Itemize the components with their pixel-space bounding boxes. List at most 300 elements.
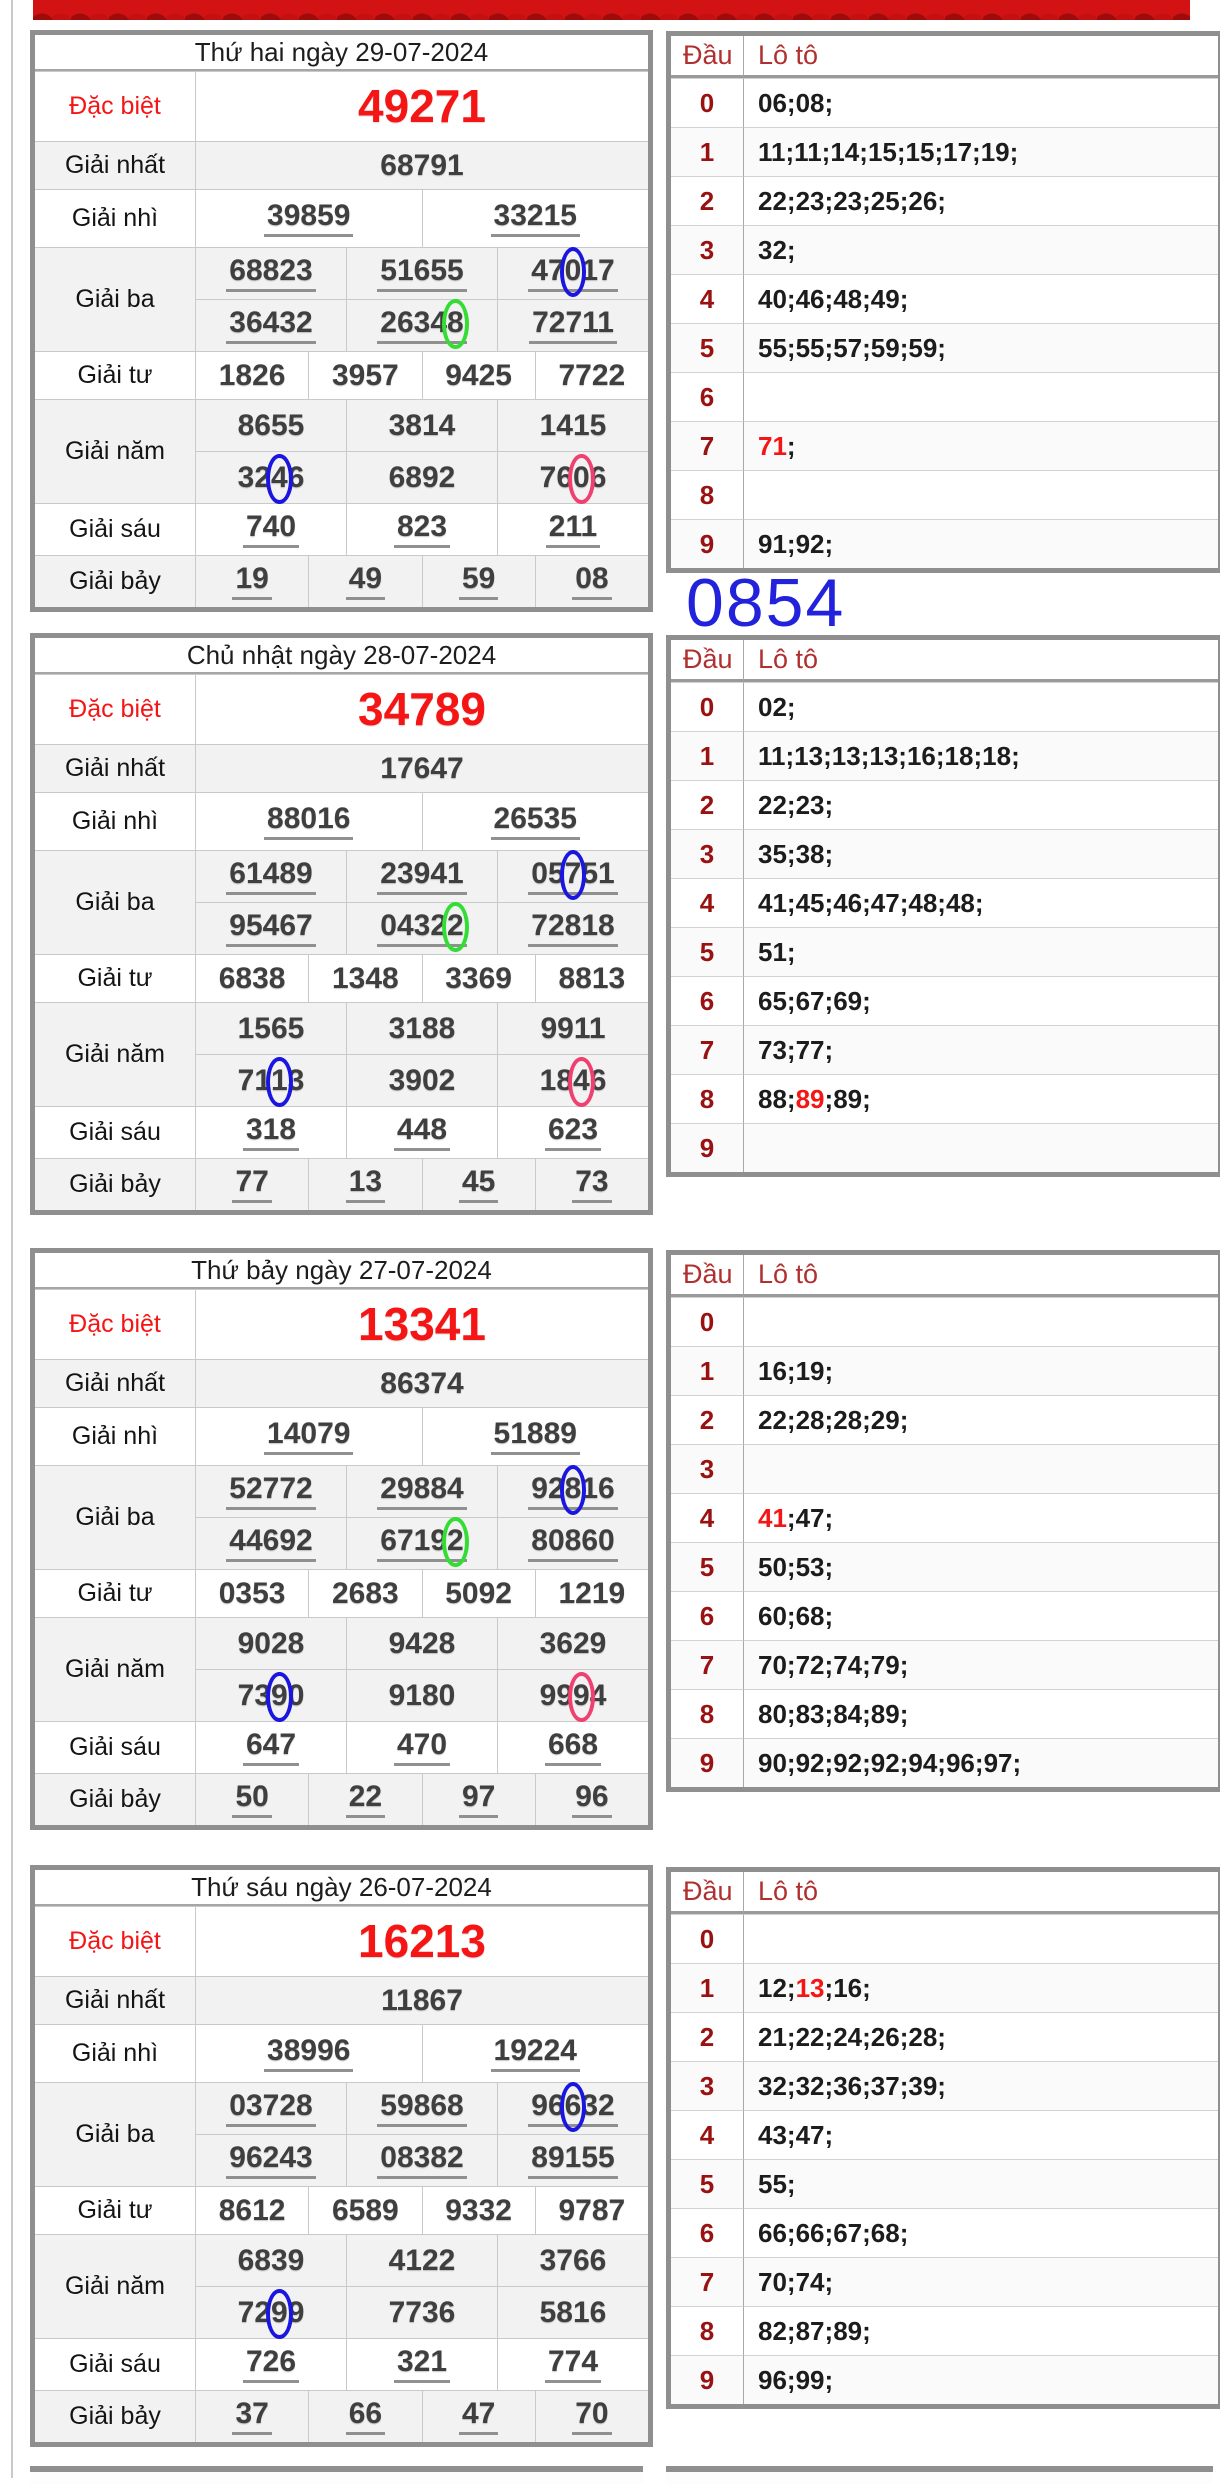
dau-header-cell: Đầu xyxy=(671,36,743,78)
prize-row-giai_nam-cell xyxy=(497,399,648,451)
prize-row-giai_sau-cell xyxy=(346,503,497,555)
date-header: Thứ hai ngày 29-07-2024 xyxy=(35,35,648,71)
dau-cell: 1 xyxy=(671,1346,743,1395)
prize-number: 96 xyxy=(572,1781,611,1819)
prize-number: 6839 xyxy=(237,2243,305,2277)
loto-value: 18 xyxy=(944,740,974,771)
prize-row-giai_ba-cell xyxy=(195,2134,346,2186)
prize-number: 97 xyxy=(459,1781,498,1819)
loto-value: 70 xyxy=(758,2266,787,2297)
loto-value: 92 xyxy=(870,1747,900,1778)
prize-number: 7736 xyxy=(388,2295,456,2329)
loto-cell xyxy=(743,1297,1218,1346)
digit: 7 xyxy=(547,253,565,287)
digit: 7 xyxy=(396,1523,414,1557)
prize-label-giai_tu: Giải tư xyxy=(35,2186,195,2234)
digit: 3 xyxy=(254,1678,271,1712)
prize-number: 470 xyxy=(394,1729,450,1767)
dau-cell: 3 xyxy=(671,2061,743,2110)
prize-label-giai_tu: Giải tư xyxy=(35,1569,195,1617)
loto-value: 26 xyxy=(908,185,938,216)
dau-cell: 8 xyxy=(671,470,743,519)
prize-number: 3957 xyxy=(332,358,399,392)
prize-label-giai_nhat: Giải nhất xyxy=(35,141,195,189)
loto-value: 96 xyxy=(945,1747,975,1778)
digit: 9 xyxy=(556,1678,573,1712)
digit: 4 xyxy=(396,908,414,942)
loto-cell: 12 ; 13 ; 16 ; xyxy=(743,1963,1218,2012)
prize-number: 211 xyxy=(546,511,600,549)
loto-value: 02 xyxy=(758,691,787,722)
loto-header-cell: Lô tô xyxy=(743,36,1218,78)
dau-cell: 6 xyxy=(671,2208,743,2257)
prize-label-giai_sau: Giải sáu xyxy=(35,1106,195,1158)
digit: 5 xyxy=(547,856,565,890)
loto-value: 13 xyxy=(831,740,861,771)
circled-digit: 9 xyxy=(271,1678,288,1712)
digit: 4 xyxy=(531,253,548,287)
prize-row-giai_ba-cell xyxy=(195,2082,346,2134)
prize-row-giai_ba-cell xyxy=(346,2082,497,2134)
loto-value: 41 xyxy=(758,1502,787,1533)
loto-value: 16 xyxy=(758,1355,787,1386)
prize-label-giai_sau: Giải sáu xyxy=(35,503,195,555)
dau-cell: 2 xyxy=(671,1395,743,1444)
dau-cell: 5 xyxy=(671,927,743,976)
prize-number xyxy=(238,1065,305,1097)
dau-cell: 5 xyxy=(671,1542,743,1591)
digit: 7 xyxy=(237,2295,255,2329)
loto-value: 35 xyxy=(758,838,787,869)
prize-number: 61489 xyxy=(226,858,315,896)
loto-cell xyxy=(743,1444,1218,1493)
prize-label-dac_biet: Đặc biệt xyxy=(35,71,195,141)
dau-cell: 3 xyxy=(671,225,743,274)
digit: 0 xyxy=(380,908,397,942)
prize-number: 59 xyxy=(459,563,498,601)
circled-digit: 9 xyxy=(573,1678,590,1712)
prize-number: 08382 xyxy=(377,2142,466,2180)
prize-label-giai_sau: Giải sáu xyxy=(35,1721,195,1773)
prize-number: 3369 xyxy=(445,961,512,995)
loto-value: 53 xyxy=(795,1551,825,1582)
dau-cell: 6 xyxy=(671,1591,743,1640)
prize-row-giai_nhi-cell xyxy=(422,189,649,247)
loto-value: 12 xyxy=(758,1972,787,2003)
loto-cell xyxy=(743,372,1218,421)
prize-row-giai_nam-cell xyxy=(346,451,497,503)
loto-cell: 66 ; 66 ; 67 ; 68 ; xyxy=(743,2208,1218,2257)
loto-value: 21 xyxy=(758,2021,787,2052)
prize-number: 9911 xyxy=(540,1011,606,1045)
loto-cell: 02 ; xyxy=(743,682,1218,731)
loto-cell: 88 ; 89 ; 89 ; xyxy=(743,1074,1218,1123)
prize-number: 2683 xyxy=(332,1576,399,1610)
prize-row-giai_bay-cell xyxy=(195,555,308,607)
prize-row-giai_bay-cell xyxy=(308,2390,421,2442)
loto-value: 90 xyxy=(758,1747,787,1778)
prize-row-giai_ba-cell xyxy=(497,1517,648,1569)
digit: 2 xyxy=(254,460,271,494)
prize-row-giai_nam-cell xyxy=(497,1002,648,1054)
loto-value: 65 xyxy=(758,985,787,1016)
prize-row-giai_tu-cell xyxy=(195,351,308,399)
prize-number: 4122 xyxy=(388,2243,456,2277)
prize-number: 5816 xyxy=(539,2295,607,2329)
dau-cell: 4 xyxy=(671,2110,743,2159)
loto-value: 16 xyxy=(906,740,936,771)
loto-cell xyxy=(743,1914,1218,1963)
circled-digit: 4 xyxy=(271,460,288,494)
digit: 6 xyxy=(598,1471,615,1505)
digit: 1 xyxy=(581,253,599,287)
dau-cell: 1 xyxy=(671,1963,743,2012)
circled-digit: 0 xyxy=(573,460,590,494)
prize-row-giai_ba-cell xyxy=(346,299,497,351)
dau-cell: 2 xyxy=(671,780,743,829)
prize-row-giai_sau-cell xyxy=(346,2338,497,2390)
loto-value: 32 xyxy=(758,2070,787,2101)
prize-number: 37 xyxy=(232,2398,271,2436)
digit: 6 xyxy=(589,460,607,494)
loto-value: 88 xyxy=(758,1083,787,1114)
prize-number: 77 xyxy=(232,1166,271,1204)
prize-row-giai_nam-cell xyxy=(195,1054,346,1106)
prize-row-giai_nam-cell xyxy=(497,1617,648,1669)
loto-value: 28 xyxy=(908,2021,938,2052)
dau-cell: 5 xyxy=(671,323,743,372)
circled-digit: 1 xyxy=(271,1063,288,1097)
prize-label-giai_bay: Giải bảy xyxy=(35,1158,195,1210)
digit: 6 xyxy=(380,1523,397,1557)
prize-row-giai_nam-cell xyxy=(497,2234,648,2286)
loto-value: 29 xyxy=(870,1404,900,1435)
prize-row-giai_nhi-cell xyxy=(422,792,649,850)
prize-label-giai_bay: Giải bảy xyxy=(35,1773,195,1825)
loto-value: 68 xyxy=(870,2217,900,2248)
prize-row-giai_sau-cell xyxy=(497,2338,648,2390)
prize-number: 38996 xyxy=(264,2035,353,2073)
prize-number: 72818 xyxy=(528,910,617,948)
digit: 3 xyxy=(581,2088,599,2122)
prize-row-giai_nam-cell xyxy=(497,451,648,503)
loto-value: 47 xyxy=(870,887,900,918)
prize-number: 3814 xyxy=(388,408,456,442)
prize-row-dac_biet-cell xyxy=(195,1289,648,1359)
loto-value: 97 xyxy=(983,1747,1013,1778)
prize-row-giai_tu-cell xyxy=(535,351,648,399)
digit: 1 xyxy=(413,1523,431,1557)
loto-value: 32 xyxy=(758,234,787,265)
digit: 6 xyxy=(556,460,573,494)
prize-number xyxy=(528,858,617,896)
prize-number: 33215 xyxy=(491,200,580,238)
loto-cell: 22 ; 23 ; xyxy=(743,780,1218,829)
loto-value: 24 xyxy=(833,2021,863,2052)
loto-value: 23 xyxy=(833,185,863,216)
prize-label-giai_nhat: Giải nhất xyxy=(35,1976,195,2024)
prize-number: 448 xyxy=(394,1114,450,1152)
prize-number: 647 xyxy=(243,1729,299,1767)
prize-number: 3766 xyxy=(539,2243,607,2277)
loto-value: 48 xyxy=(945,887,975,918)
page-edge-line xyxy=(11,0,13,2478)
prize-row-giai_nhi-cell xyxy=(195,792,422,850)
loto-cell: 22 ; 28 ; 28 ; 29 ; xyxy=(743,1395,1218,1444)
prize-row-giai_nhat-cell xyxy=(195,141,648,189)
digit: 3 xyxy=(413,908,431,942)
loto-value: 92 xyxy=(795,1747,825,1778)
prize-label-giai_bay: Giải bảy xyxy=(35,2390,195,2442)
prize-number: 96243 xyxy=(226,2142,315,2180)
digit: 9 xyxy=(287,2295,305,2329)
prize-row-giai_tu-cell xyxy=(535,954,648,1002)
prize-number: 9787 xyxy=(558,2193,626,2227)
dau-cell: 9 xyxy=(671,1738,743,1787)
loto-value: 66 xyxy=(758,2217,787,2248)
loto-header-cell: Lô tô xyxy=(743,1872,1218,1914)
dau-header-cell: Đầu xyxy=(671,1255,743,1297)
date-header: Thứ sáu ngày 26-07-2024 xyxy=(35,1870,648,1906)
digit: 3 xyxy=(413,305,431,339)
prize-row-giai_tu-cell xyxy=(422,2186,535,2234)
loto-cell: 32 ; xyxy=(743,225,1218,274)
prize-row-giai_ba-cell xyxy=(346,902,497,954)
dau-cell: 6 xyxy=(671,976,743,1025)
loto-value: 60 xyxy=(758,1600,787,1631)
prize-number: 80860 xyxy=(528,1525,617,1563)
loto-value: 46 xyxy=(795,283,825,314)
prize-label-giai_nhat: Giải nhất xyxy=(35,744,195,792)
loto-value: 87 xyxy=(795,2315,825,2346)
dau-cell: 7 xyxy=(671,1640,743,1689)
loto-cell: 60 ; 68 ; xyxy=(743,1591,1218,1640)
prize-number: 59868 xyxy=(377,2090,466,2128)
digit: 0 xyxy=(531,856,548,890)
prize-row-dac_biet-cell xyxy=(195,674,648,744)
prize-row-giai_tu-cell xyxy=(535,2186,648,2234)
prize-number: 52772 xyxy=(226,1473,315,1511)
prize-number: 1415 xyxy=(539,408,607,442)
prize-row-giai_ba-cell xyxy=(346,247,497,299)
prize-number xyxy=(528,1473,617,1511)
prize-number: 1348 xyxy=(332,961,399,995)
prize-row-giai_sau-cell xyxy=(195,1106,346,1158)
loto-value: 13 xyxy=(869,740,899,771)
digit: 7 xyxy=(237,1063,255,1097)
prize-row-giai_ba-cell xyxy=(195,247,346,299)
circled-digit: 0 xyxy=(564,253,582,287)
loto-cell: 11 ; 11 ; 14 ; 15 ; 15 ; 17 ; 19 ; xyxy=(743,127,1218,176)
digit: 7 xyxy=(237,1678,255,1712)
prize-number xyxy=(377,1525,466,1563)
digit: 4 xyxy=(589,1678,607,1712)
prize-row-giai_ba-cell xyxy=(497,247,648,299)
prize-row-giai_bay-cell xyxy=(422,1158,535,1210)
prize-row-giai_bay-cell xyxy=(308,555,421,607)
dau-cell: 8 xyxy=(671,1689,743,1738)
loto-value: 67 xyxy=(833,2217,863,2248)
prize-row-giai_nhi-cell xyxy=(195,2024,422,2082)
dau-cell: 0 xyxy=(671,78,743,127)
loto-value: 59 xyxy=(870,332,900,363)
loto-value: 22 xyxy=(758,185,787,216)
prize-number: 9425 xyxy=(445,358,512,392)
loto-value: 94 xyxy=(908,1747,938,1778)
prize-row-giai_tu-cell xyxy=(195,2186,308,2234)
dau-cell: 7 xyxy=(671,1025,743,1074)
prize-label-giai_nam: Giải năm xyxy=(35,399,195,503)
prize-row-giai_ba-cell xyxy=(346,2134,497,2186)
prize-number: 66 xyxy=(346,2398,385,2436)
loto-cell: 41 ; 45 ; 46 ; 47 ; 48 ; 48 ; xyxy=(743,878,1218,927)
loto-cell: 82 ; 87 ; 89 ; xyxy=(743,2306,1218,2355)
prize-number: 726 xyxy=(243,2346,299,2384)
loto-value: 51 xyxy=(758,936,787,967)
prize-number: 19224 xyxy=(491,2035,580,2073)
prize-number: 36432 xyxy=(226,307,315,345)
loto-value: 15 xyxy=(867,136,897,167)
prize-number: 45 xyxy=(459,1166,498,1204)
loto-cell: 21 ; 22 ; 24 ; 26 ; 28 ; xyxy=(743,2012,1218,2061)
dau-cell: 3 xyxy=(671,1444,743,1493)
loto-value: 16 xyxy=(833,1972,863,2003)
loto-cell: 43 ; 47 ; xyxy=(743,2110,1218,2159)
loto-value: 70 xyxy=(758,1649,787,1680)
loto-value: 08 xyxy=(795,87,825,118)
prize-number: 44692 xyxy=(226,1525,315,1563)
digit: 1 xyxy=(598,856,615,890)
loto-value: 26 xyxy=(870,2021,900,2052)
prize-row-giai_ba-cell xyxy=(195,1517,346,1569)
prize-number: 3188 xyxy=(388,1011,456,1045)
loto-value: 13 xyxy=(794,740,824,771)
digit: 9 xyxy=(430,1523,448,1557)
prize-row-giai_nhat-cell xyxy=(195,1359,648,1407)
digit: 2 xyxy=(380,305,397,339)
prize-number: 740 xyxy=(243,511,299,549)
prize-row-giai_nam-cell xyxy=(195,1002,346,1054)
prize-number: 9332 xyxy=(445,2193,512,2227)
prize-number xyxy=(238,1680,305,1712)
dau-cell: 0 xyxy=(671,682,743,731)
loto-cell: 06 ; 08 ; xyxy=(743,78,1218,127)
prize-number: 49 xyxy=(346,563,385,601)
loto-value: 38 xyxy=(795,838,825,869)
prize-number: 22 xyxy=(346,1781,385,1819)
prize-row-giai_bay-cell xyxy=(308,1158,421,1210)
prize-number: 95467 xyxy=(226,910,315,948)
prize-row-giai_bay-cell xyxy=(195,2390,308,2442)
loto-value: 28 xyxy=(795,1404,825,1435)
prize-number: 17647 xyxy=(380,751,464,785)
dau-loto-table-2 xyxy=(666,635,1220,1177)
prize-number: 19 xyxy=(232,563,271,601)
loto-value: 74 xyxy=(833,1649,863,1680)
loto-value: 19 xyxy=(795,1355,825,1386)
prize-row-giai_tu-cell xyxy=(308,1569,421,1617)
loto-value: 71 xyxy=(758,430,787,461)
digit: 2 xyxy=(254,2295,271,2329)
prize-label-giai_nhi: Giải nhì xyxy=(35,792,195,850)
prize-label-giai_sau: Giải sáu xyxy=(35,2338,195,2390)
loto-cell: 91 ; 92 ; xyxy=(743,519,1218,568)
loto-value: 43 xyxy=(758,2119,787,2150)
prize-row-giai_ba-cell xyxy=(497,299,648,351)
prize-number: 8612 xyxy=(218,2193,286,2227)
prize-label-giai_nhat: Giải nhất xyxy=(35,1359,195,1407)
loto-value: 89 xyxy=(833,2315,863,2346)
prize-number: 9428 xyxy=(388,1626,456,1660)
dau-cell: 0 xyxy=(671,1297,743,1346)
digit: 9 xyxy=(539,1678,557,1712)
prize-number: 1219 xyxy=(558,1576,626,1610)
prize-number: 8655 xyxy=(237,408,305,442)
prize-row-giai_bay-cell xyxy=(422,555,535,607)
date-header: Chủ nhật ngày 28-07-2024 xyxy=(35,638,648,674)
prize-number xyxy=(540,462,607,494)
prize-label-giai_ba: Giải ba xyxy=(35,1465,195,1569)
loto-cell: 70 ; 72 ; 74 ; 79 ; xyxy=(743,1640,1218,1689)
prize-number xyxy=(377,307,466,345)
loto-value: 67 xyxy=(795,985,825,1016)
loto-value: 15 xyxy=(905,136,935,167)
dau-cell: 1 xyxy=(671,731,743,780)
prize-number: 16213 xyxy=(358,1915,486,1968)
loto-value: 84 xyxy=(833,1698,863,1729)
digit: 3 xyxy=(287,1063,305,1097)
loto-value: 36 xyxy=(833,2070,863,2101)
prize-label-giai_nam: Giải năm xyxy=(35,1002,195,1106)
prize-row-giai_ba-cell xyxy=(497,2134,648,2186)
prize-row-giai_ba-cell xyxy=(497,902,648,954)
loto-value: 47 xyxy=(795,1502,825,1533)
loto-cell: 11 ; 13 ; 13 ; 13 ; 16 ; 18 ; 18 ; xyxy=(743,731,1218,780)
dau-cell: 6 xyxy=(671,372,743,421)
prize-number: 3629 xyxy=(539,1626,607,1660)
loto-value: 80 xyxy=(758,1698,787,1729)
circled-digit: 6 xyxy=(564,2088,582,2122)
prize-number: 6589 xyxy=(332,2193,399,2227)
prize-row-giai_ba-cell xyxy=(346,1465,497,1517)
prize-row-giai_bay-cell xyxy=(535,2390,648,2442)
loto-value: 55 xyxy=(758,332,787,363)
digit: 6 xyxy=(547,2088,565,2122)
prize-row-giai_sau-cell xyxy=(346,1106,497,1158)
prize-number: 0353 xyxy=(218,1576,286,1610)
prize-row-giai_tu-cell xyxy=(195,1569,308,1617)
dau-cell: 3 xyxy=(671,829,743,878)
dau-cell: 4 xyxy=(671,1493,743,1542)
prize-number: 13341 xyxy=(358,1298,486,1351)
loto-value: 45 xyxy=(795,887,825,918)
prize-number: 51655 xyxy=(377,255,466,293)
prize-row-giai_ba-cell xyxy=(497,2082,648,2134)
prize-row-giai_nhat-cell xyxy=(195,1976,648,2024)
loto-value: 06 xyxy=(758,87,787,118)
prize-number: 29884 xyxy=(377,1473,466,1511)
prize-row-giai_bay-cell xyxy=(535,1773,648,1825)
prize-number: 623 xyxy=(545,1114,601,1152)
prize-row-giai_bay-cell xyxy=(535,555,648,607)
loto-cell: 55 ; 55 ; 57 ; 59 ; 59 ; xyxy=(743,323,1218,372)
prize-row-giai_sau-cell xyxy=(497,1721,648,1773)
prize-number: 39859 xyxy=(264,200,353,238)
loto-value: 49 xyxy=(870,283,900,314)
digit: 2 xyxy=(547,1471,565,1505)
prize-row-giai_nam-cell xyxy=(497,1054,648,1106)
loto-cell: 41 ; 47 ; xyxy=(743,1493,1218,1542)
